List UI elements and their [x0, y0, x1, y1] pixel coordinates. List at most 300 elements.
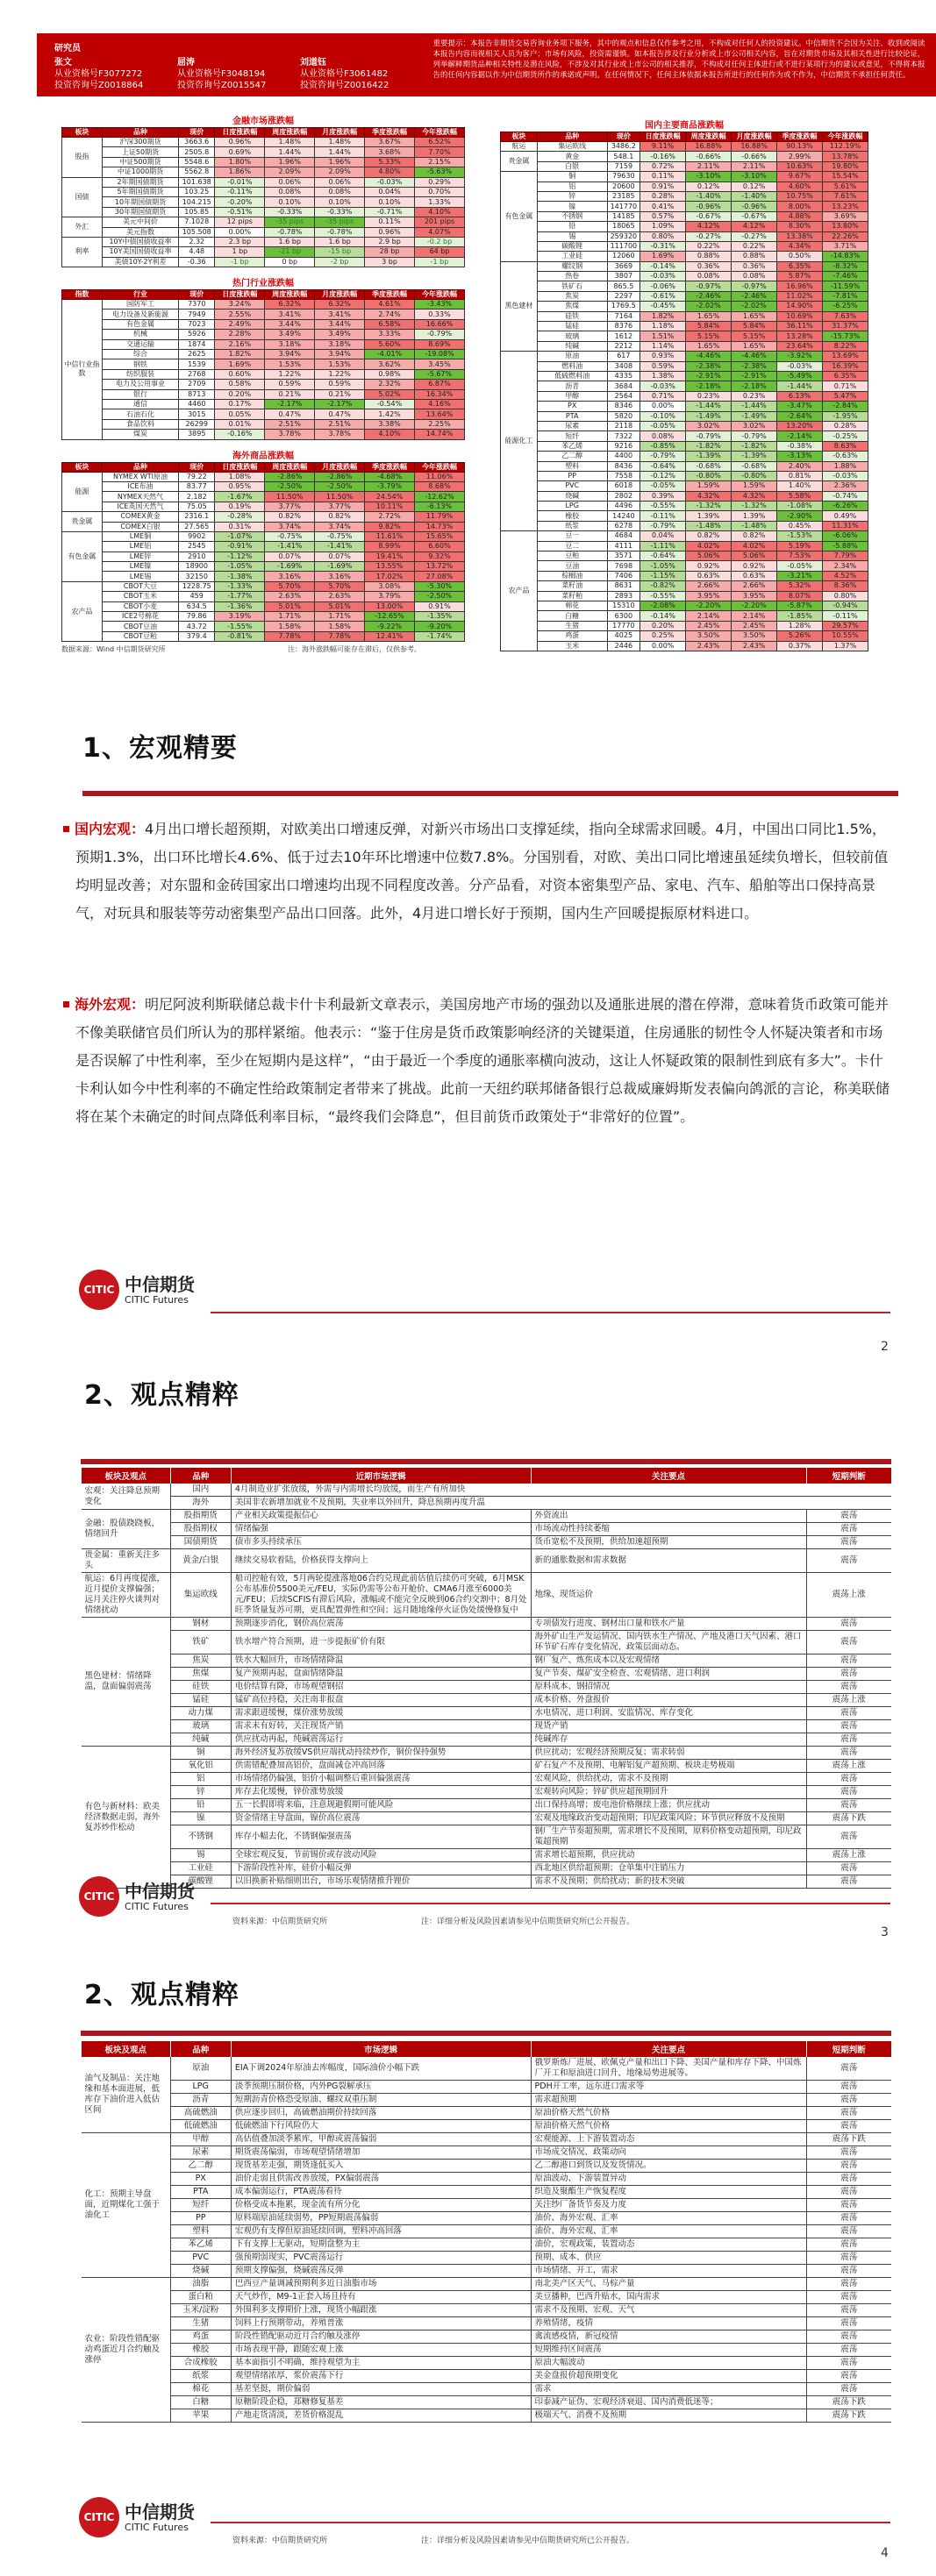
change-cell: 0.81% — [777, 471, 823, 480]
focus-points: 需求增长超预期，供应扰动 — [531, 1849, 806, 1862]
price-cell: 379.4 — [179, 631, 215, 641]
change-cell: -0.55% — [640, 502, 686, 511]
price-cell: 105.508 — [179, 227, 215, 237]
focus-points: 成本价格、外盘报价 — [531, 1694, 806, 1707]
change-cell: -3.43% — [415, 300, 465, 310]
change-cell: 1.65% — [686, 341, 732, 351]
focus-points: 俄罗斯炼厂进展、欧佩克产量和出口下降、美国产量和库存下降、中国炼厂开工和原油进口回升、地缘局势进展等。 — [531, 2057, 806, 2081]
change-cell: 1.86% — [215, 167, 265, 177]
change-cell: 11.06% — [415, 472, 465, 481]
sector-cell: 能源化工 — [501, 352, 538, 531]
table-row — [501, 152, 868, 161]
citic-logo-icon: CITIC — [79, 1270, 119, 1310]
change-cell: 3.50% — [686, 631, 732, 641]
short-term-judgment: 震荡 — [806, 1668, 891, 1681]
table-row — [62, 551, 465, 561]
price-cell: 2768 — [179, 369, 215, 379]
change-cell: 12.41% — [365, 631, 415, 641]
table-row — [82, 2094, 892, 2107]
market-logic: 油价走弱且供需改善放缓，PX偏弱震荡 — [231, 2173, 531, 2186]
focus-points: 需求不及预期；供给扰动；新的技术突破 — [531, 1875, 806, 1889]
footer-note: 注：详细分析及风险因素请参见中信期货研究所已公开报告。 — [421, 1918, 635, 1926]
change-cell: 5.15% — [732, 331, 777, 341]
change-cell: 7.79% — [823, 551, 868, 561]
table-row — [501, 361, 868, 371]
table-row — [82, 1631, 892, 1654]
focus-points: 复产节奏、煤矿安全检查、宏观情绪、进口利润 — [531, 1668, 806, 1681]
change-cell: 1.96% — [315, 157, 365, 167]
market-logic: 市场情绪仍偏强，铝价小幅调整后重回偏强震荡 — [231, 1773, 531, 1786]
table-row — [501, 142, 868, 152]
item-name: 豆粕 — [537, 551, 607, 561]
change-cell: 1.59% — [732, 481, 777, 491]
price-cell: 12060 — [607, 252, 640, 261]
change-cell: -1.69% — [315, 562, 365, 572]
market-logic: 基差坚挺，期价偏弱 — [231, 2383, 531, 2396]
change-cell: 0.72% — [640, 161, 686, 171]
author-qual: 从业资格号F3077272 — [54, 69, 143, 79]
sector-view: 有色与新材料：欧美经济数据走弱，海外复苏炒作松动 — [82, 1747, 171, 1889]
variety-name: 合成橡胶 — [170, 2357, 231, 2370]
table-row — [82, 1760, 892, 1773]
table-row — [62, 330, 465, 339]
change-cell: 8.69% — [415, 339, 465, 349]
table-row — [501, 631, 868, 641]
focus-points: 需求 — [531, 2383, 806, 2396]
change-cell: 1.42% — [365, 409, 415, 419]
short-term-judgment: 震荡 — [806, 2330, 891, 2344]
short-term-judgment: 震荡 — [806, 2120, 891, 2133]
price-cell: 7370 — [179, 300, 215, 310]
table-row — [82, 1510, 892, 1523]
table-row — [501, 491, 868, 501]
table-row — [82, 2186, 892, 2199]
price-cell: 2505.8 — [179, 147, 215, 157]
item-name: 美元中间价 — [102, 217, 178, 227]
page-number: 2 — [881, 1340, 889, 1354]
price-cell: 23185 — [607, 191, 640, 201]
item-name: 集运欧线 — [537, 142, 607, 152]
price-cell: 7159 — [607, 161, 640, 171]
item-name: 燃料油 — [537, 361, 607, 371]
price-cell: 2446 — [607, 641, 640, 651]
table-row — [501, 611, 868, 621]
short-term-judgment: 震荡上涨 — [806, 1694, 891, 1707]
column-header: 月度涨跌幅 — [732, 132, 777, 142]
price-cell: 3408 — [607, 361, 640, 371]
item-name: 菜籽粕 — [537, 591, 607, 601]
change-cell: -0.05% — [777, 561, 823, 571]
change-cell: 10.55% — [823, 631, 868, 641]
variety-name: 甲醇 — [170, 2133, 231, 2146]
table-row — [62, 522, 465, 531]
change-cell: 6.87% — [415, 380, 465, 389]
table-row — [82, 2120, 892, 2133]
item-name: 10Y中债国债收益率 — [102, 237, 178, 246]
change-cell: -2.18% — [732, 381, 777, 391]
change-cell: 0.91% — [415, 601, 465, 611]
sector-cell: 能源 — [62, 472, 103, 512]
table-row — [82, 1654, 892, 1668]
price-cell: 104.215 — [179, 197, 215, 207]
table-row — [82, 2278, 892, 2291]
table-row — [82, 2173, 892, 2186]
focus-points: 油价、海外宏观、汇率 — [531, 2212, 806, 2225]
focus-points: PDH开工率，远东进口需求等 — [531, 2081, 806, 2094]
change-cell: 28 bp — [365, 247, 415, 257]
change-cell: -2.17% — [265, 399, 315, 409]
change-cell: 0.63% — [732, 571, 777, 580]
change-cell: -6.25% — [823, 302, 868, 311]
item-name: 上证50期货 — [102, 147, 178, 157]
change-cell: 11.02% — [777, 291, 823, 301]
change-cell: 8.36% — [823, 581, 868, 591]
section-rule — [81, 1459, 891, 1464]
column-header: 周度涨跌幅 — [265, 462, 315, 472]
change-cell: -4.68% — [365, 472, 415, 481]
item-name: 沥青 — [537, 381, 607, 391]
change-cell: -0.38% — [777, 441, 823, 451]
change-cell: -2.38% — [732, 361, 777, 371]
market-logic: 强预期弱现实，PVC震荡运行 — [231, 2252, 531, 2265]
table-row — [82, 2317, 892, 2330]
focus-points: 市场成交情况、政策动向 — [531, 2146, 806, 2160]
sector-cell: 贵金属 — [62, 512, 103, 532]
table-row — [501, 281, 868, 291]
item-name: PVC — [537, 481, 607, 491]
section-title-macro: 1、宏观精要 — [82, 733, 238, 764]
variety-name: LPG — [170, 2081, 231, 2094]
focus-points: 供应扰动；宏观经济预期反复；需求转弱 — [531, 1747, 806, 1760]
table-row — [501, 181, 868, 191]
item-name: COMEX黄金 — [102, 512, 178, 522]
table-row — [501, 241, 868, 251]
change-cell: 0.47% — [265, 409, 315, 419]
change-cell: 4.88% — [777, 211, 823, 221]
table-row — [501, 311, 868, 321]
focus-points: 养殖情绪，疫情 — [531, 2317, 806, 2330]
variety-name: 钢材 — [170, 1618, 231, 1631]
column-header: 短期判断 — [806, 2041, 891, 2057]
price-cell: 14240 — [607, 511, 640, 521]
change-cell: -0.20% — [215, 197, 265, 207]
table-row — [62, 512, 465, 522]
price-cell: 617 — [607, 352, 640, 361]
column-header: 板块及观点 — [82, 1468, 171, 1484]
change-cell: 0.22% — [732, 241, 777, 251]
table-row — [62, 217, 465, 227]
variety-name: 低硫燃油 — [170, 2120, 231, 2133]
variety-name: 铅 — [170, 1799, 231, 1812]
short-term-judgment: 震荡 — [806, 1536, 891, 1549]
market-logic: 下有支撑上无驱动，短期盘整为主 — [231, 2238, 531, 2252]
column-header: 月度涨跌幅 — [315, 462, 365, 472]
change-cell: 2.3 bp — [215, 237, 265, 246]
price-cell: 8631 — [607, 581, 640, 591]
change-cell: -0.66% — [732, 152, 777, 161]
change-cell: -11.59% — [823, 281, 868, 291]
table-row — [82, 1694, 892, 1707]
change-cell: 2.51% — [315, 419, 365, 429]
table-row — [62, 409, 465, 419]
change-cell: -0.82% — [640, 581, 686, 591]
change-cell: 4.60% — [777, 181, 823, 191]
price-cell: 2.32 — [179, 237, 215, 246]
market-logic: 原料端原油延续弱势，PP短期震荡偏弱 — [231, 2212, 531, 2225]
table-row — [82, 2304, 892, 2317]
price-cell: 2910 — [179, 551, 215, 561]
change-cell: -1.05% — [640, 561, 686, 571]
table-row — [501, 302, 868, 311]
change-cell: -1.12% — [215, 551, 265, 561]
table-row — [82, 2146, 892, 2160]
change-cell: -35 pips — [265, 217, 315, 227]
footer-note: 注：详细分析及风险因素请参见中信期货研究所已公开报告。 — [421, 2537, 635, 2545]
change-cell: -3.10% — [686, 172, 732, 181]
focus-points: 油价，宏观政策，装置动态 — [531, 2238, 806, 2252]
change-cell: -0.55% — [640, 591, 686, 601]
item-name: ICE2号棉花 — [102, 612, 178, 622]
change-cell: -2.02% — [686, 302, 732, 311]
short-term-judgment: 震荡 — [806, 2383, 891, 2396]
change-cell: 5.19% — [777, 541, 823, 551]
change-cell: 3.77% — [315, 502, 365, 511]
change-cell: 3.71% — [823, 241, 868, 251]
change-cell: -0.03% — [777, 361, 823, 371]
change-cell: -0.64% — [640, 551, 686, 561]
item-name: 有色金属 — [102, 319, 178, 329]
variety-name: 氧化铝 — [170, 1760, 231, 1773]
change-cell: -9.20% — [415, 622, 465, 631]
variety-name: 海外 — [170, 1497, 231, 1510]
sector-cell: 外汇 — [62, 217, 103, 238]
change-cell: 1.14% — [640, 341, 686, 351]
short-term-judgment: 震荡上涨 — [806, 1573, 891, 1618]
market-logic: 低硫燃油下行风险仍大 — [231, 2120, 531, 2133]
price-cell: 15310 — [607, 601, 640, 610]
views-table-page3 — [81, 1468, 891, 1889]
change-cell: 2.66% — [732, 581, 777, 591]
short-term-judgment: 震荡上涨 — [806, 1760, 891, 1773]
table-row — [501, 161, 868, 171]
change-cell: 19.41% — [365, 551, 415, 561]
change-cell: 3.08% — [365, 581, 415, 591]
price-cell: 4400 — [607, 452, 640, 461]
table-row — [501, 202, 868, 211]
change-cell: 0.70% — [415, 187, 465, 196]
change-cell: -1.49% — [732, 411, 777, 421]
item-name: 黄金 — [537, 152, 607, 161]
change-cell: 4.10% — [365, 430, 415, 439]
change-cell: -0.11% — [215, 187, 265, 196]
column-header: 短期判断 — [806, 1468, 891, 1484]
price-cell: 1539 — [179, 359, 215, 369]
change-cell: -2.91% — [732, 371, 777, 381]
change-cell: 0.59% — [640, 361, 686, 371]
table-row — [62, 157, 465, 167]
price-cell: 4025 — [607, 631, 640, 641]
market-logic: 复产预期再起，盘面情绪降温 — [231, 1668, 531, 1681]
change-cell: 7.61% — [823, 191, 868, 201]
price-cell: 43.72 — [179, 622, 215, 631]
item-name: 不锈钢 — [537, 211, 607, 221]
change-cell: 0.08% — [640, 431, 686, 441]
table-row — [82, 1720, 892, 1733]
item-name: 钢铁 — [102, 359, 178, 369]
change-cell: 14.74% — [415, 430, 465, 439]
variety-name: 蛋白粕 — [170, 2291, 231, 2304]
change-cell: -1.48% — [732, 521, 777, 530]
page-number: 3 — [881, 1925, 889, 1939]
change-cell: -0.97% — [686, 281, 732, 291]
change-cell: 3.74% — [315, 522, 365, 531]
table-row — [82, 2238, 892, 2252]
change-cell: 0.08% — [265, 187, 315, 196]
table-row — [501, 252, 868, 261]
change-cell: 0.92% — [686, 561, 732, 571]
focus-points: 新的通胀数据和需求数据 — [531, 1549, 806, 1573]
column-header: 周度涨跌幅 — [265, 128, 315, 138]
change-cell: 4.02% — [686, 541, 732, 551]
focus-points: 乙二醇港口到货以及发货情况。 — [531, 2160, 806, 2173]
change-cell: 1.71% — [265, 612, 315, 622]
change-cell: 10.69% — [777, 311, 823, 321]
price-cell: 5562.8 — [179, 167, 215, 177]
change-cell: 1.80% — [215, 157, 265, 167]
price-cell: 3684 — [607, 381, 640, 391]
change-cell: -2.91% — [686, 371, 732, 381]
overseas-macro-paragraph — [75, 991, 891, 1131]
header-row — [62, 290, 465, 300]
short-term-judgment: 震荡 — [806, 1875, 891, 1889]
author-card — [177, 46, 289, 93]
price-cell: 7322 — [607, 431, 640, 441]
change-cell: 1.18% — [640, 322, 686, 331]
change-cell: 2.36% — [823, 481, 868, 491]
market-logic: EIA下调2024年原油去库幅度，国际油价小幅下跌 — [231, 2057, 531, 2081]
change-cell: 3.95% — [732, 591, 777, 601]
price-cell: 14185 — [607, 211, 640, 221]
focus-points: 水电情况、进口利润、安监情况、库存变化 — [531, 1707, 806, 1720]
change-cell: -1.44% — [686, 402, 732, 411]
change-cell: -0.03% — [640, 381, 686, 391]
column-header: 品种 — [170, 2041, 231, 2057]
table-row — [82, 2396, 892, 2409]
table-row — [62, 542, 465, 551]
short-term-judgment: 震荡 — [806, 1862, 891, 1875]
table-row — [82, 1484, 892, 1497]
change-cell: -7.46% — [823, 272, 868, 281]
price-cell: 8436 — [607, 461, 640, 471]
short-term-judgment: 震荡 — [806, 2107, 891, 2120]
table-row — [501, 421, 868, 431]
column-header: 今年涨跌幅 — [415, 290, 465, 300]
focus-points: 外资流出 — [531, 1510, 806, 1523]
table-row — [501, 621, 868, 630]
variety-name: 纯碱 — [170, 1733, 231, 1747]
market-logic: 锰矿高位持稳，关注南非报盘 — [231, 1694, 531, 1707]
item-name: 镍 — [537, 202, 607, 211]
price-cell: 4684 — [607, 531, 640, 541]
table-row — [62, 197, 465, 207]
item-name: CBOT大豆 — [102, 581, 178, 591]
logo-cn: 中信期货 — [125, 1273, 195, 1295]
change-cell: 0.82% — [265, 512, 315, 522]
item-name: 苯乙烯 — [537, 441, 607, 451]
change-cell: -0.31% — [640, 241, 686, 251]
change-cell: -0.91% — [215, 542, 265, 551]
change-cell: 0.07% — [265, 551, 315, 561]
price-cell: 6018 — [607, 481, 640, 491]
change-cell: 1.39% — [686, 511, 732, 521]
change-cell: -1 bp — [215, 257, 265, 267]
table-row — [82, 2212, 892, 2225]
item-name: 30年期国债期货 — [102, 207, 178, 217]
table-row — [82, 1707, 892, 1720]
table-row — [501, 551, 868, 561]
table-row — [62, 389, 465, 399]
market-logic: 饲料上行预期带动，养殖普涨 — [231, 2317, 531, 2330]
change-cell: 1.59% — [686, 481, 732, 491]
change-cell: -0.79% — [640, 452, 686, 461]
change-cell: 6.32% — [315, 300, 365, 310]
change-cell: 13.23% — [823, 202, 868, 211]
item-name: PTA — [537, 411, 607, 421]
change-cell: 1.96% — [265, 157, 315, 167]
change-cell: -0.01% — [215, 177, 265, 187]
variety-name: 股指期权 — [170, 1523, 231, 1536]
short-term-judgment: 震荡 — [806, 2278, 891, 2291]
change-cell: 0.93% — [640, 352, 686, 361]
change-cell: -0.66% — [686, 152, 732, 161]
table-row — [62, 167, 465, 177]
change-cell: 5.02% — [365, 389, 415, 399]
item-name: CBOT小麦 — [102, 601, 178, 611]
change-cell: -0.11% — [640, 511, 686, 521]
change-cell: -1.38% — [215, 572, 265, 581]
variety-name: 不锈钢 — [170, 1825, 231, 1849]
price-cell: 3895 — [179, 430, 215, 439]
short-term-judgment: 震荡 — [806, 2265, 891, 2278]
item-name: 工业硅 — [537, 252, 607, 261]
change-cell: 1 bp — [215, 247, 265, 257]
column-header: 关注要点 — [531, 2041, 806, 2057]
column-header: 周度涨跌幅 — [686, 132, 732, 142]
table-row — [62, 237, 465, 246]
item-name: 棕榈油 — [537, 571, 607, 580]
focus-points: 钢厂复产、炼焦成本以及宏观情绪 — [531, 1654, 806, 1668]
author-qual: 从业资格号F3061482 — [300, 69, 389, 79]
change-cell: 0.06% — [265, 177, 315, 187]
change-cell: -0.97% — [732, 281, 777, 291]
change-cell: -0.96% — [686, 202, 732, 211]
table-row — [62, 601, 465, 611]
price-cell: 18900 — [179, 562, 215, 572]
change-cell: 5.84% — [732, 322, 777, 331]
focus-points: 纯碱库存 — [531, 1733, 806, 1747]
change-cell: 3.02% — [686, 421, 732, 431]
focus-points: 西北地区供给超预期；仓单集中注销压力 — [531, 1862, 806, 1875]
citic-logo — [79, 2497, 195, 2537]
price-cell: 2625 — [179, 350, 215, 359]
change-cell: -0.80% — [686, 471, 732, 480]
sector-cell: 国债 — [62, 177, 103, 217]
table-row — [501, 322, 868, 331]
change-cell: 36.11% — [777, 322, 823, 331]
item-name: PP — [537, 471, 607, 480]
table-row — [501, 331, 868, 341]
change-cell: 0.63% — [686, 571, 732, 580]
